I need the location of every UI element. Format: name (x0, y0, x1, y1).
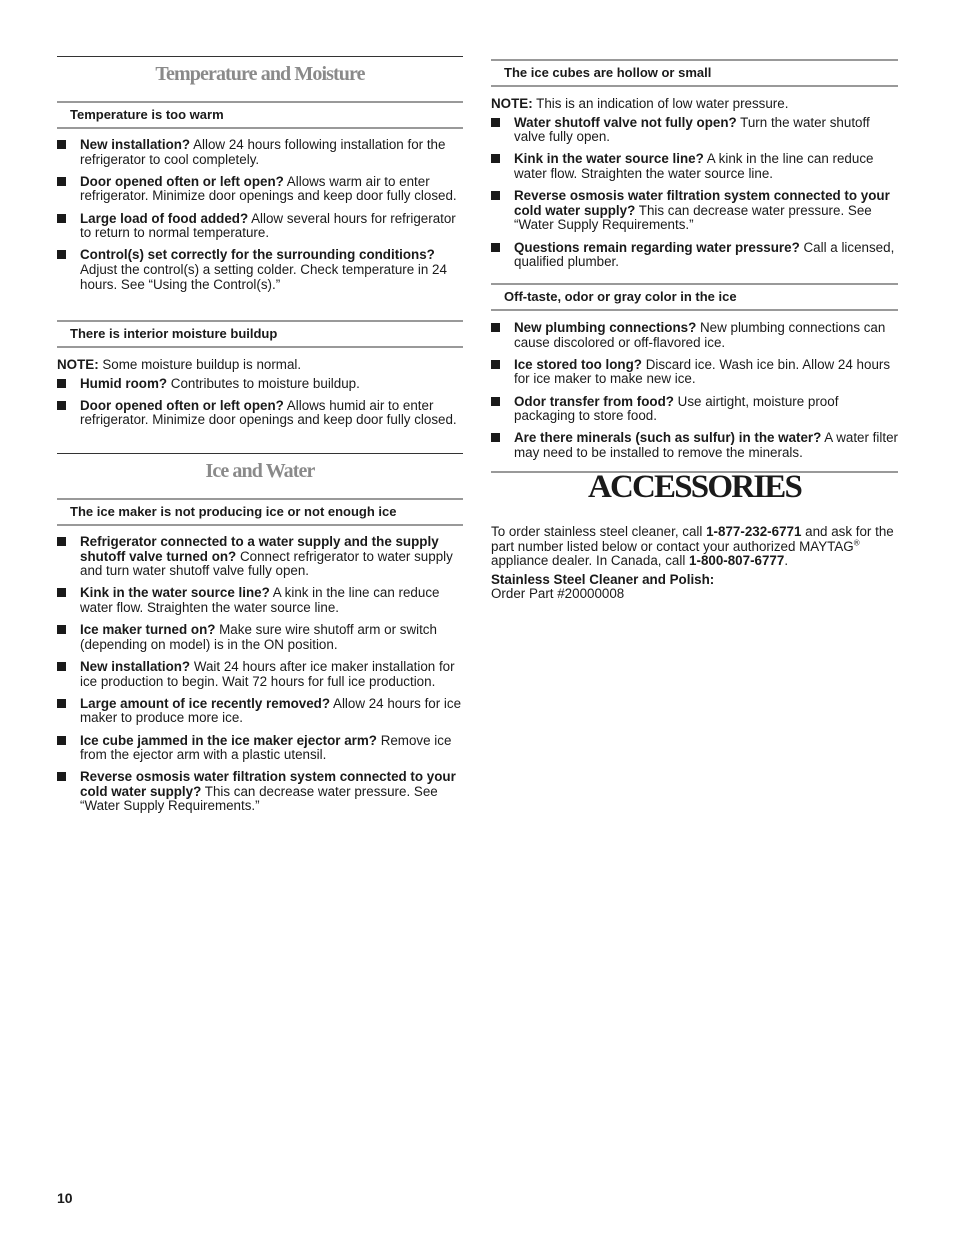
item-answer: Allows warm air to enter refrigerator. Minimize door openings and keep door fully closed. (80, 173, 457, 204)
list-item (57, 212, 463, 241)
item-question: Humid room? (80, 375, 168, 391)
item-question: Ice maker turned on? (80, 622, 216, 638)
square-bullet-icon (57, 214, 66, 223)
list-item (57, 660, 463, 689)
item-answer: Allow 24 hours following installation for the refrigerator to cool completely. (80, 137, 446, 167)
list-item (491, 395, 898, 424)
intro-text-4: . (784, 553, 789, 569)
item-question: Large amount of ice recently removed? (80, 695, 331, 711)
list-item (57, 770, 463, 814)
item-question: New installation? (80, 137, 191, 152)
item-answer: Adjust the control(s) a setting colder. Check temperature in 24 hours. See “Using the Control(s).” (80, 261, 447, 292)
item-answer: Allow several hours for refrigerator to return to normal temperature. (80, 210, 456, 241)
top-rule (57, 56, 463, 57)
subheading-temperature-warm: Temperature is too warm (57, 101, 463, 129)
registered-mark: ® (853, 538, 860, 548)
list-item (57, 586, 463, 615)
phone-us: 1-877-232-6771 (706, 524, 802, 539)
section-rule (57, 453, 463, 454)
square-bullet-icon (57, 140, 66, 149)
list-item (57, 535, 463, 579)
item-answer: Turn the water shutoff valve fully open. (514, 114, 870, 145)
accessories-block (491, 525, 898, 602)
list-item (57, 623, 463, 652)
temperature-warm-list (57, 138, 463, 292)
square-bullet-icon (57, 401, 66, 410)
item-question: New installation? (80, 658, 191, 674)
item-question: Control(s) set correctly for the surrounding conditions? (80, 247, 435, 263)
list-item (57, 377, 463, 392)
item-answer: Remove ice from the ejector arm with a plastic utensil. (80, 732, 452, 763)
item-answer: A kink in the line can reduce water flow. Straighten the water source line. (80, 585, 440, 615)
square-bullet-icon (57, 537, 66, 546)
square-bullet-icon (57, 772, 66, 781)
accessories-intro (491, 525, 898, 569)
square-bullet-icon (57, 250, 66, 259)
square-bullet-icon (491, 360, 500, 369)
intro-text-3: appliance dealer. In Canada, call (491, 553, 690, 569)
product-entry (491, 573, 898, 602)
square-bullet-icon (57, 177, 66, 186)
square-bullet-icon (57, 625, 66, 634)
moisture-note (57, 358, 463, 373)
item-question: Odor transfer from food? (514, 393, 674, 409)
item-answer: New plumbing connections can cause discolored or off-flavored ice. (514, 320, 886, 350)
item-answer: This can decrease water pressure. See “Water Supply Requirements.” (80, 783, 438, 814)
subheading-ice-maker: The ice maker is not producing ice or not enough ice (57, 498, 463, 526)
off-taste-list (491, 321, 898, 461)
note-text: Some moisture buildup is normal. (98, 357, 302, 372)
item-answer: Call a licensed, qualified plumber. (514, 239, 895, 270)
ice-maker-list (57, 535, 463, 814)
item-question: Ice stored too long? (514, 356, 642, 372)
square-bullet-icon (491, 243, 500, 252)
item-answer: A kink in the line can reduce water flow. Straighten the water source line. (514, 151, 874, 181)
temperature-warm-block (57, 138, 463, 300)
product-part-number: Order Part #20000008 (491, 586, 625, 602)
item-answer: Use airtight, moisture proof packaging to store food. (514, 393, 839, 424)
item-answer: Connect refrigerator to water supply and turn water shutoff valve fully open. (80, 548, 453, 579)
off-taste-block (491, 321, 898, 468)
list-item (57, 697, 463, 726)
moisture-block (57, 358, 463, 436)
square-bullet-icon (491, 433, 500, 442)
square-bullet-icon (491, 118, 500, 127)
list-item (57, 138, 463, 167)
list-item (491, 152, 898, 181)
square-bullet-icon (491, 397, 500, 406)
square-bullet-icon (57, 736, 66, 745)
ice-water-heading: Ice and Water (205, 460, 315, 482)
list-item (491, 321, 898, 350)
square-bullet-icon (57, 379, 66, 388)
phone-canada: 1-800-807-6777 (689, 553, 785, 569)
item-question: Ice cube jammed in the ice maker ejector arm? (80, 732, 377, 748)
item-answer: Contributes to moisture buildup. (167, 375, 360, 391)
list-item (491, 431, 898, 460)
subheading-off-taste: Off-taste, odor or gray color in the ice (491, 283, 898, 311)
item-question: Reverse osmosis water filtration system connected to your cold water supply? (514, 188, 890, 218)
item-answer: A water filter may need to be installed to remove the minerals. (514, 430, 898, 460)
intro-text-2: and ask for the part number listed below or contact your authorized MAYTAG (491, 524, 894, 554)
temperature-moisture-heading: Temperature and Moisture (155, 63, 365, 85)
item-question: Reverse osmosis water filtration system connected to your cold water supply? (80, 769, 456, 799)
square-bullet-icon (491, 323, 500, 332)
item-answer: Allow 24 hours for ice maker to produce more ice. (80, 695, 462, 726)
list-item (491, 116, 898, 145)
moisture-list (57, 377, 463, 428)
hollow-ice-list (491, 116, 898, 270)
item-question: Are there minerals (such as sulfur) in the water? (514, 430, 822, 446)
intro-text-1: To order stainless steel cleaner, call (491, 524, 707, 539)
list-item (57, 734, 463, 763)
square-bullet-icon (57, 588, 66, 597)
item-answer: Wait 24 hours after ice maker installation for ice production to begin. Wait 72 hours for full ice production. (80, 658, 455, 689)
item-question: New plumbing connections? (514, 320, 697, 335)
list-item (57, 248, 463, 292)
item-question: Questions remain regarding water pressure? (514, 239, 800, 255)
item-question: Refrigerator connected to a water supply and the supply shutoff valve turned on? (80, 534, 439, 564)
list-item (57, 399, 463, 428)
item-question: Water shutoff valve not fully open? (514, 114, 737, 130)
list-item (491, 358, 898, 387)
note-text: This is an indication of low water pressure. (532, 96, 789, 111)
item-answer: Allows humid air to enter refrigerator. Minimize door openings and keep door fully closed. (80, 397, 457, 428)
ice-maker-block (57, 535, 463, 822)
item-question: Door opened often or left open? (80, 397, 284, 413)
square-bullet-icon (57, 699, 66, 708)
list-item (491, 189, 898, 233)
square-bullet-icon (57, 662, 66, 671)
square-bullet-icon (491, 191, 500, 200)
square-bullet-icon (491, 154, 500, 163)
subheading-moisture: There is interior moisture buildup (57, 320, 463, 348)
item-question: Kink in the water source line? (80, 585, 270, 601)
list-item (491, 241, 898, 270)
note-label: NOTE: (491, 96, 533, 111)
note-label: NOTE: (57, 357, 99, 372)
item-answer: Discard ice. Wash ice bin. Allow 24 hours for ice maker to make new ice. (514, 356, 891, 387)
item-question: Large load of food added? (80, 210, 249, 226)
item-answer: This can decrease water pressure. See “Water Supply Requirements.” (514, 202, 872, 233)
item-answer: Make sure wire shutoff arm or switch (depending on model) is in the ON position. (80, 622, 437, 652)
hollow-ice-block (491, 97, 898, 277)
product-name: Stainless Steel Cleaner and Polish: (491, 571, 715, 587)
page-number: 10 (57, 1190, 73, 1206)
subheading-hollow-ice: The ice cubes are hollow or small (491, 59, 898, 87)
list-item (57, 175, 463, 204)
hollow-note (491, 97, 898, 112)
accessories-heading: ACCESSORIES (587, 469, 802, 505)
item-question: Door opened often or left open? (80, 173, 284, 189)
item-question: Kink in the water source line? (514, 151, 704, 167)
